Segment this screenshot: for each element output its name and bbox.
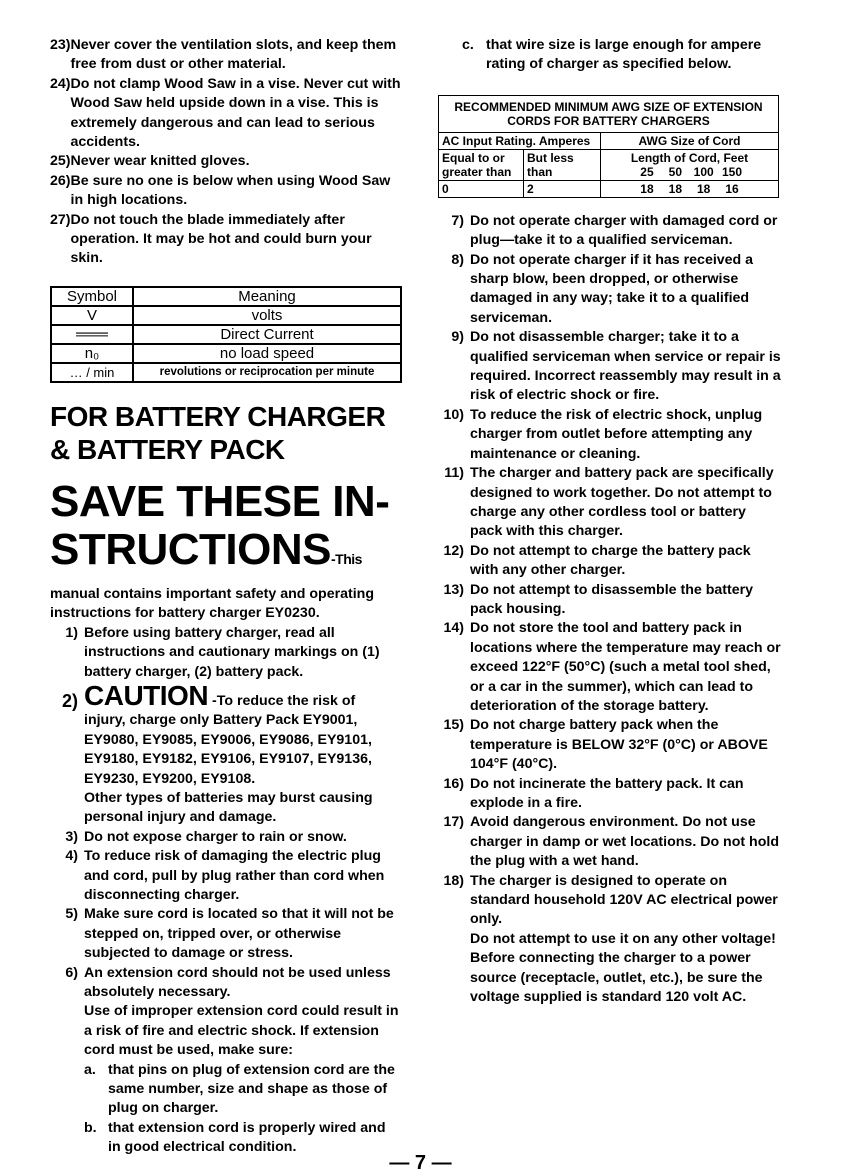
item-18-continuation: Do not attempt to use it on any other voltage! Before connecting the charger to a power source (receptacle, outlet, etc.), be sure the voltage supplied is standard 120 volt AC. — [470, 930, 776, 1006]
item-number: 23) — [50, 37, 71, 53]
meaning-header: Meaning — [133, 287, 401, 306]
size-value: 18 — [696, 181, 711, 196]
section-title-line-1: FOR BATTERY CHARGER — [50, 400, 386, 432]
list-item — [50, 964, 402, 1003]
item-text: that extension cord is properly wired and in good electrical condition. — [108, 1119, 386, 1156]
charger-items-list — [50, 624, 402, 682]
item-text: Avoid dangerous environment. Do not use charger in damp or wet locations. Do not hold the plug with a wet hand. — [470, 814, 779, 870]
list-item — [436, 212, 781, 251]
item-number: 24) — [50, 75, 71, 92]
length-value: 50 — [668, 164, 682, 179]
item-number: b. — [84, 1119, 97, 1136]
item-number: 5) — [65, 906, 78, 923]
item-number: 16) — [443, 775, 464, 792]
charger-items-list-2 — [50, 828, 402, 1003]
list-item — [50, 172, 402, 211]
item-text: Never wear knitted gloves. — [70, 153, 250, 170]
item-number: 27) — [50, 211, 71, 228]
item-text: that pins on plug of extension cord are the same number, size and shape as those of plug on charger. — [108, 1061, 395, 1117]
item-number: 11) — [444, 465, 464, 482]
sub-item-letter: c. — [462, 37, 474, 53]
item-number: 4) — [65, 848, 78, 865]
meaning-cell: no load speed — [133, 344, 401, 363]
sub-item-text: that wire size is large enough for ampere rating of charger as specified below. — [486, 37, 762, 73]
awg-sub-less: But less than — [524, 149, 601, 180]
list-item — [436, 542, 781, 581]
awg-row-from: 0 — [439, 180, 524, 197]
awg-table-title: RECOMMENDED MINIMUM AWG SIZE OF EXTENSION CORDS FOR BATTERY CHARGERS — [439, 95, 779, 132]
item-text: Do not incinerate the battery pack. It can explode in a fire. — [470, 775, 744, 811]
awg-col-amperes: AC Input Rating. Amperes — [439, 132, 601, 149]
item-number: 2) — [61, 690, 78, 711]
item-number: 7) — [451, 212, 464, 229]
size-value: 18 — [640, 181, 654, 196]
item-text: Before using battery charger, read all instructions and cautionary markings on (1) battery charger, (2) battery pack. — [84, 624, 380, 680]
list-item — [436, 406, 781, 464]
meaning-cell: volts — [133, 306, 401, 325]
size-value: 16 — [725, 181, 739, 196]
caution-item — [50, 679, 402, 828]
sub-item — [50, 1061, 402, 1119]
item-number: 10) — [443, 406, 464, 423]
item-number: 9) — [451, 329, 464, 346]
list-item — [436, 619, 781, 716]
left-column — [50, 36, 402, 1158]
awg-lengths — [634, 165, 744, 179]
item-number: 25) — [50, 153, 71, 170]
symbol-cell: n₀ — [51, 344, 133, 363]
page-number: — 7 — — [389, 1152, 452, 1174]
item-number: 26) — [50, 172, 71, 189]
item-text: Be sure no one is below when using Wood Saw in high locations. — [70, 172, 391, 209]
sub-item-c — [436, 36, 781, 75]
symbol-cell: … / min — [51, 363, 133, 382]
list-item — [436, 872, 781, 930]
item-number: 8) — [451, 251, 464, 268]
length-value: 150 — [722, 164, 743, 179]
item-number: 18) — [443, 872, 464, 889]
item-text: An extension cord should not be used unless absolutely necessary. — [84, 964, 391, 1000]
item-number: 15) — [443, 717, 464, 734]
extension-cord-checklist — [50, 1061, 402, 1158]
item-text: Never cover the ventilation slots, and keep them free from dust or other material. — [70, 37, 397, 73]
awg-sizes — [601, 180, 779, 197]
item-number: 17) — [443, 814, 464, 831]
item-text: Do not operate charger with damaged cord or plug—take it to a qualified serviceman. — [470, 212, 778, 249]
symbol-cell: V — [51, 306, 133, 325]
save-instructions-title — [50, 478, 402, 583]
list-item — [50, 211, 402, 269]
awg-table — [438, 95, 779, 198]
caution-lead: -To reduce the risk of — [212, 692, 356, 709]
intro-text: manual contains important safety and operating instructions for battery charger EY0230. — [50, 585, 374, 622]
item-text: To reduce the risk of electric shock, unplug charger from outlet before attempting any maintenance or cleaning. — [470, 406, 763, 462]
item-text: Do not store the tool and battery pack in locations where the temperature may reach or exceed 122°F (50°C) (such a metal tool shed, or a car in the summer), which can lead to deterioration of the storage battery. — [470, 620, 781, 714]
save-suffix: -This — [331, 550, 362, 567]
list-item — [50, 624, 402, 682]
list-item — [436, 813, 781, 871]
length-value: 100 — [693, 164, 714, 179]
size-value: 18 — [668, 181, 682, 196]
caution-word: CAUTION — [84, 679, 209, 711]
awg-col-size: AWG Size of Cord — [601, 132, 779, 149]
awg-sub-equal: Equal to or greater than — [439, 149, 524, 180]
item-text: The charger and battery pack are specifically designed to work together. Do not attempt to charge any other cordless tool or battery pack with this charger. — [470, 465, 774, 540]
section-title — [50, 400, 402, 466]
section-title-line-2: & BATTERY PACK — [50, 433, 285, 465]
list-item — [50, 152, 402, 171]
item-text: Do not charge battery pack when the temperature is BELOW 32°F (0°C) or ABOVE 104°F (40°C). — [470, 717, 768, 773]
charger-items-list-right — [436, 212, 781, 930]
item-text: Do not attempt to disassemble the battery pack housing. — [470, 581, 754, 617]
item-number: 1) — [65, 624, 78, 641]
item-text: The charger is designed to operate on standard household 120V AC electrical power only. — [470, 872, 778, 928]
item-number: 13) — [443, 581, 464, 598]
list-item — [436, 328, 781, 406]
item-text: Do not operate charger if it has received a sharp blow, been dropped, or otherwise damaged in any way; take it to a qualified serviceman. — [470, 251, 754, 326]
item-text: Do not touch the blade immediately after operation. It may be hot and could burn your skin. — [70, 211, 372, 267]
list-item — [436, 581, 781, 620]
item-text: Do not attempt to charge the battery pack with any other charger. — [470, 542, 751, 579]
awg-row-to: 2 — [524, 180, 601, 197]
list-item — [50, 905, 402, 963]
save-title-line-2: STRUCTIONS — [50, 524, 331, 574]
list-item — [436, 716, 781, 774]
item-number: 6) — [65, 964, 78, 981]
item-number: a. — [84, 1061, 96, 1078]
caution-text-2: Other types of batteries may burst causing personal injury and damage. — [84, 789, 373, 826]
meaning-cell: revolutions or reciprocation per minute — [133, 363, 401, 382]
list-item — [436, 251, 781, 329]
item-number: 12) — [443, 542, 464, 559]
awg-sub-length: Length of Cord, Feet — [630, 150, 749, 165]
symbol-cell: ═══ — [51, 325, 133, 344]
caution-text: injury, charge only Battery Pack EY9001, EY9080, EY9085, EY9006, EY9086, EY9101, EY9180, EY9182, EY9106, EY9107, EY9136, EY9230, EY9200, EY9108. — [84, 712, 372, 787]
list-item — [50, 36, 402, 75]
list-item — [436, 775, 781, 814]
item-number: 14) — [443, 620, 464, 637]
item-text: Do not disassemble charger; take it to a qualified serviceman when service or repair is required. Incorrect reassembly may result in a risk of electric shock or fire. — [470, 329, 781, 404]
right-column — [436, 36, 781, 1007]
item-text: Make sure cord is located so that it will not be stepped on, tripped over, or otherwise subjected to damage or stress. — [84, 906, 394, 962]
list-item — [50, 847, 402, 905]
safety-rules-list — [50, 36, 402, 269]
save-title-line-1: SAVE THESE IN- — [50, 476, 390, 526]
length-value: 25 — [640, 164, 654, 179]
symbol-header: Symbol — [51, 287, 133, 306]
item-number: 3) — [65, 828, 78, 845]
awg-length-cell — [601, 149, 779, 180]
item-text: Do not clamp Wood Saw in a vise. Never cut with Wood Saw held upside down in a vise. This is extremely dangerous and can lead to serious accidents. — [70, 75, 401, 151]
list-item — [50, 75, 402, 153]
item-text: Do not expose charger to rain or snow. — [84, 828, 347, 845]
item-6-continuation: Use of improper extension cord could result in a risk of fire and electric shock. If extension cord must be used, make sure: — [84, 1003, 399, 1059]
meaning-cell: Direct Current — [133, 325, 401, 344]
item-text: To reduce risk of damaging the electric plug and cord, pull by plug rather than cord when disconnecting charger. — [84, 848, 385, 903]
list-item — [50, 828, 402, 847]
symbol-table — [50, 286, 402, 383]
list-item — [436, 464, 781, 542]
